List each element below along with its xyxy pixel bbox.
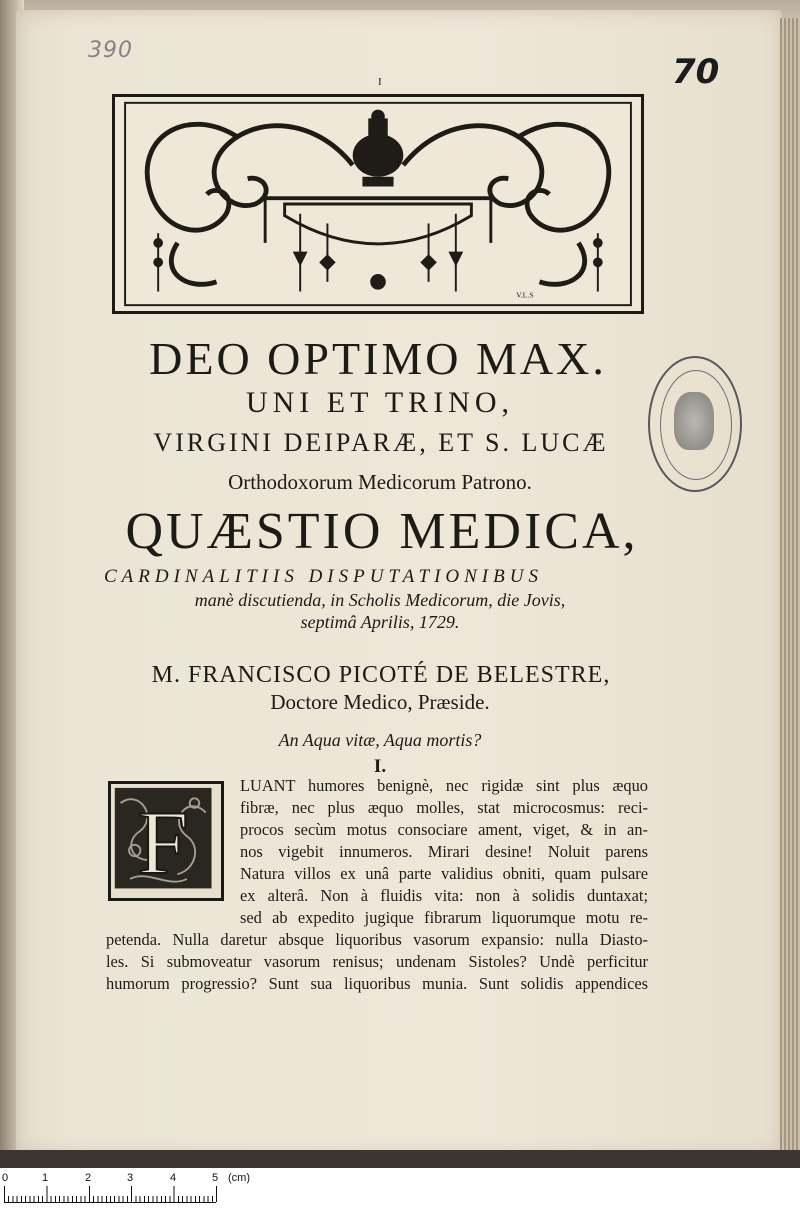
body-line: humorum progressio? Sunt sua liquoribus munia. Sunt solidis appendices (106, 974, 648, 993)
title-line-mane: manè discutienda, in Scholis Medicorum, die Jovis, (194, 590, 566, 610)
scale-label: 2 (85, 1172, 92, 1184)
title-line-orthodoxorum: Orthodoxorum Medicorum Patrono. (228, 470, 532, 494)
page-number: I (378, 76, 382, 88)
title-line-praeses-name: M. FRANCISCO PICOTÉ DE BELESTRE, (151, 662, 611, 688)
body-line: nos vigebit innumeros. Mirari desine! Noluit parens (240, 842, 648, 861)
title-line-virgini: VIRGINI DEIPARÆ, ET S. LUCÆ (153, 428, 609, 457)
title-line-cardinalitiis: CARDINALITIIS DISPUTATIONIBUS (104, 566, 543, 587)
title-line-deo: DEO OPTIMO MAX. (149, 333, 607, 384)
thesis-question: An Aqua vitæ, Aqua mortis? (278, 730, 482, 750)
body-line: ex alterâ. Non à fluidis vita: non à solidis duntaxat; (240, 886, 648, 905)
decorated-initial (108, 781, 224, 901)
scale-label: 0 (2, 1172, 9, 1184)
page-stack-edge (780, 18, 800, 1158)
library-stamp (648, 356, 742, 492)
scale-unit: (cm) (228, 1172, 250, 1184)
section-number: I. (373, 756, 387, 777)
ornament-illustration (115, 97, 641, 311)
ornamental-headpiece (112, 94, 644, 314)
title-line-uni: UNI ET TRINO, (245, 386, 515, 419)
body-line: procos secùm motus consociare ament, viget, & in an- (240, 820, 648, 839)
scale-labels (0, 1172, 260, 1186)
title-line-date: septimâ Aprilis, 1729. (300, 612, 460, 632)
body-line: Natura villos ex unâ parte validius obniti, quam pulsare (240, 864, 648, 883)
body-line: les. Si submoveatur vasorum renisus; undenam Sistoles? Undè perficitur (106, 952, 648, 971)
handwritten-number-left: 390 (88, 38, 133, 63)
scan-bottom-border (0, 1150, 800, 1168)
drop-cap-letter: F (137, 792, 189, 894)
body-line: sed ab expedito jugique fibrarum liquorumque motu re- (240, 908, 648, 927)
ornament-signature: V.L.S (516, 290, 534, 300)
body-line: petenda. Nulla daretur absque liquoribus vasorum expansio: nulla Diasto- (106, 930, 648, 949)
scale-label: 5 (212, 1172, 219, 1184)
scale-label: 1 (42, 1172, 49, 1184)
handwritten-number-right: 70 (672, 52, 720, 92)
stamp-portrait (674, 392, 714, 450)
scale-ruler-major-ticks (4, 1186, 217, 1202)
title-line-praeses-role: Doctore Medico, Præside. (270, 690, 490, 714)
body-line: LUANT humores benignè, nec rigidæ sint plus æquo (240, 776, 648, 795)
body-line: fibræ, nec plus æquo molles, stat microcosmus: reci- (240, 798, 648, 817)
title-quaestio-medica: QUÆSTIO MEDICA, (125, 503, 639, 560)
scale-label: 4 (170, 1172, 177, 1184)
scale-label: 3 (127, 1172, 134, 1184)
decorated-initial-art (111, 784, 221, 898)
